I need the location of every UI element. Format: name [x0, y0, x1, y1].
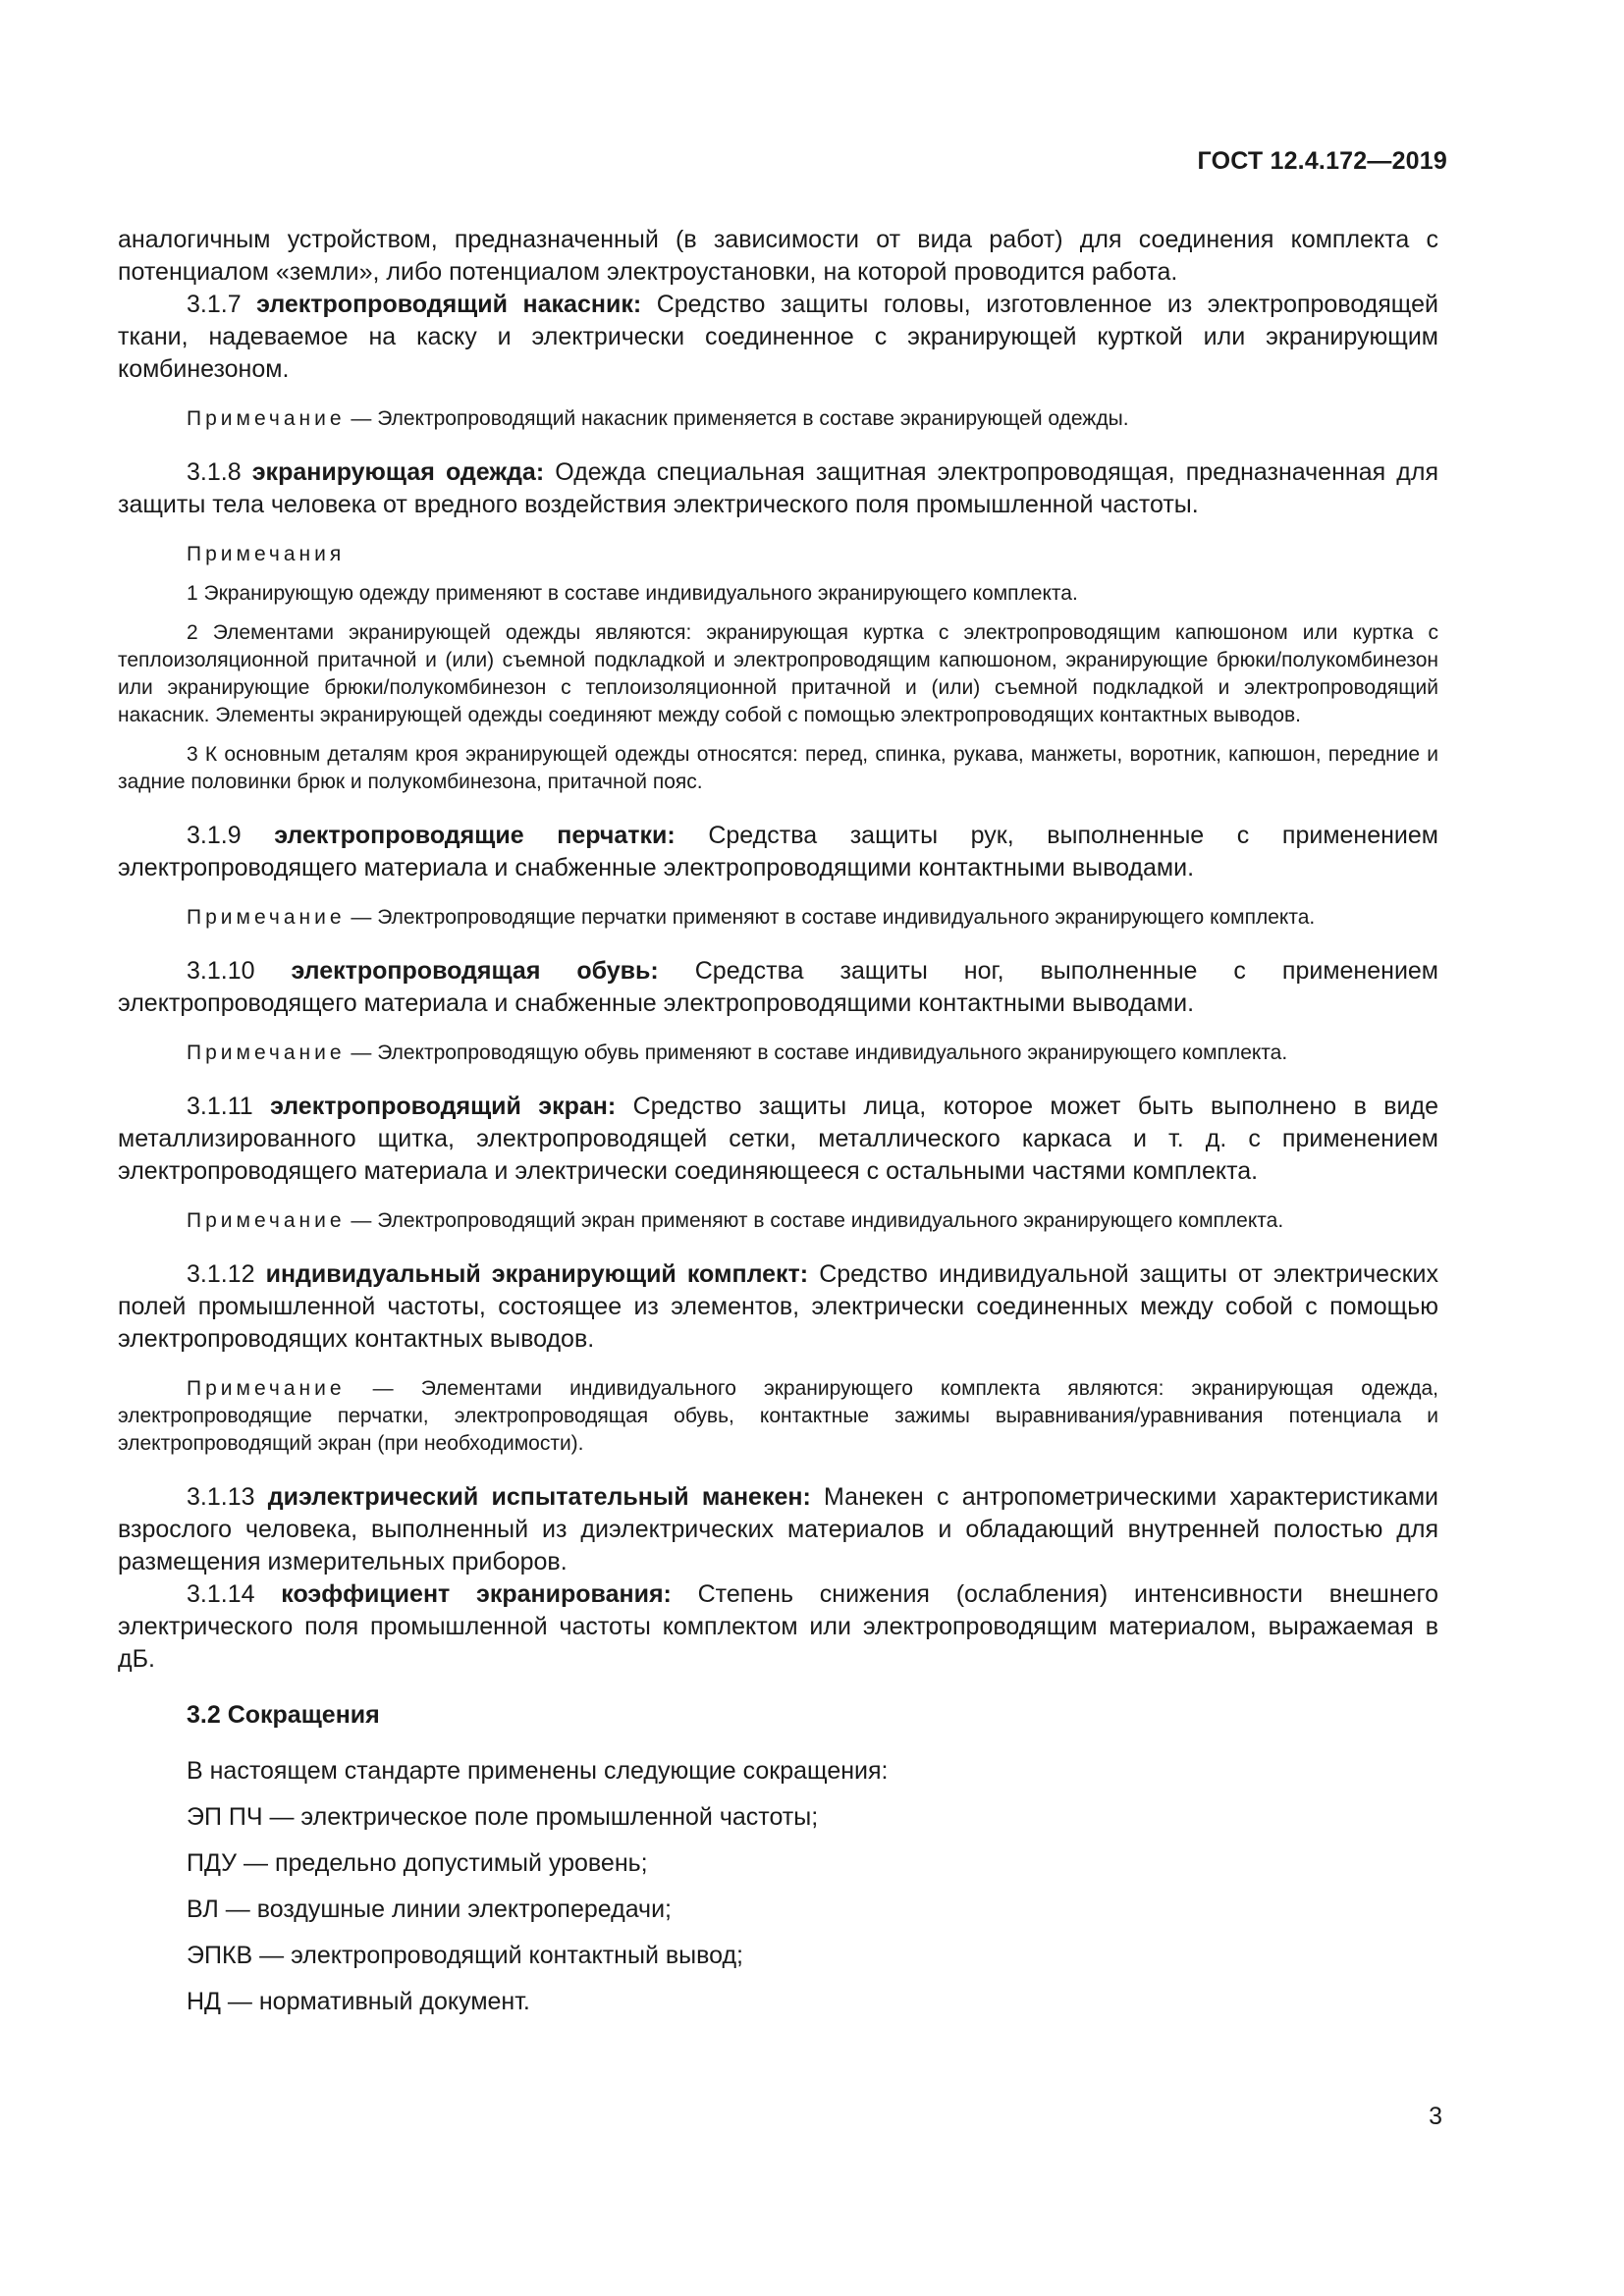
- item-number: 3.1.8: [187, 458, 252, 486]
- definition-3-1-11: [118, 1091, 1438, 1188]
- note-3-1-7: [118, 405, 1438, 433]
- page-content: [118, 224, 1438, 2032]
- definition-3-1-7: [118, 289, 1438, 386]
- note-label: Примечание: [187, 906, 346, 929]
- item-number: 3.1.13: [187, 1483, 268, 1511]
- note-3: 3 К основным деталям кроя экранирующей одежды относятся: перед, спинка, рукава, манжеты, воротник, капюшон, передние и задние половинки брюк и полукомбинезона, притачной пояс.: [118, 743, 1438, 793]
- abbreviation-item: ЭПКВ — электропроводящий контактный вывод;: [187, 1942, 744, 1969]
- notes-label: Примечания: [187, 543, 346, 565]
- item-number: 3.1.12: [187, 1260, 266, 1288]
- term: экранирующая одежда:: [251, 458, 545, 486]
- item-number: 3.1.10: [187, 957, 292, 985]
- note-label: Примечание: [187, 1377, 346, 1400]
- term: электропроводящий экран:: [270, 1093, 617, 1120]
- note-3-1-12: [118, 1375, 1438, 1458]
- term: индивидуальный экранирующий комплект:: [265, 1260, 809, 1288]
- term: диэлектрический испытательный манекен:: [267, 1483, 811, 1511]
- item-number: 3.1.7: [187, 291, 257, 318]
- note-label: Примечание: [187, 1041, 346, 1064]
- abbreviation-item: ВЛ — воздушные линии электропередачи;: [187, 1896, 672, 1923]
- definition-text: Средства защиты ног, выполненные с применением электропроводящего материала и снабженные электропроводящими контактными выводами.: [118, 957, 1438, 1017]
- note-text: — Электропроводящую обувь применяют в составе индивидуального экранирующего комплекта.: [345, 1041, 1288, 1064]
- note-1: 1 Экранирующую одежду применяют в составе индивидуального экранирующего комплекта.: [187, 582, 1078, 605]
- abbreviation-item: НД — нормативный документ.: [187, 1988, 530, 2015]
- note-3-1-9: [118, 904, 1438, 932]
- abbreviations-intro: В настоящем стандарте применены следующие сокращения:: [187, 1757, 889, 1785]
- note-text: — Электропроводящий экран применяют в составе индивидуального экранирующего комплекта.: [345, 1209, 1284, 1232]
- note-3-1-10: [118, 1040, 1438, 1067]
- continued-paragraph: аналогичным устройством, предназначенный (в зависимости от вида работ) для соединения комплекта с потенциалом «земли», либо потенциалом электроустановки, на которой проводится работа.: [118, 226, 1438, 286]
- definition-text: Степень снижения (ослабления) интенсивности внешнего электрического поля промышленной частоты комплектом или электропроводящим материалом, выражаемая в дБ.: [118, 1580, 1438, 1673]
- term: электропроводящие перчатки:: [274, 822, 676, 849]
- definition-text: Средства защиты рук, выполненные с применением электропроводящего материала и снабженные электропроводящими контактными выводами.: [118, 822, 1438, 881]
- term: коэффициент экранирования:: [281, 1580, 672, 1608]
- note-text: — Электропроводящий накасник применяется в составе экранирующей одежды.: [345, 407, 1129, 430]
- note-text: — Элементами индивидуального экранирующего комплекта являются: экранирующая одежда, электропроводящие перчатки, электропроводящая обувь, контактные зажимы выравнивания/уравнивания потенциала и электропроводящий экран (при необходимости).: [118, 1377, 1438, 1455]
- note-text: — Электропроводящие перчатки применяют в составе индивидуального экранирующего комплекта.: [345, 906, 1316, 929]
- section-title-3-2: 3.2 Сокращения: [187, 1701, 380, 1729]
- definition-3-1-14: [118, 1578, 1438, 1676]
- abbreviation-item: ЭП ПЧ — электрическое поле промышленной частоты;: [187, 1803, 819, 1831]
- term: электропроводящий накасник:: [256, 291, 642, 318]
- item-number: 3.1.11: [187, 1093, 271, 1120]
- definition-text: Средство защиты лица, которое может быть выполнено в виде металлизированного щитка, электропроводящей сетки, металлического каркаса и т. д. с применением электропроводящего материала и электрически соединяющееся с остальными частями комплекта.: [118, 1093, 1438, 1185]
- page-number: 3: [1429, 2103, 1442, 2130]
- note-2: 2 Элементами экранирующей одежды являются: экранирующая куртка с электропроводящим капюшоном или куртка с теплоизоляционной притачной и (или) съемной подкладкой и электропроводящим капюшоном, экранирующие брюки/полукомбинезон или экранирующие брюки/полукомбинезон с теплоизоляционной притачной и (или) съемной подкладкой и электропроводящий накасник. Элементы экранирующей одежды соединяют между собой с помощью электропроводящих контактных выводов.: [118, 621, 1438, 726]
- definition-3-1-9: [118, 820, 1438, 884]
- definition-text: Средство защиты головы, изготовленное из электропроводящей ткани, надеваемое на каску и электрически соединенное с экранирующей курткой или экранирующим комбинезоном.: [118, 291, 1438, 383]
- note-3-1-11: [118, 1207, 1438, 1235]
- notes-3-1-8: [118, 541, 1438, 796]
- standard-code: ГОСТ 12.4.172—2019: [1197, 147, 1447, 175]
- definition-3-1-12: [118, 1258, 1438, 1356]
- term: электропроводящая обувь:: [291, 957, 659, 985]
- note-label: Примечание: [187, 1209, 346, 1232]
- definition-text: Средство индивидуальной защиты от электрических полей промышленной частоты, состоящее из элементов, электрически соединенных между собой с помощью электропроводящих контактных выводов.: [118, 1260, 1438, 1353]
- definition-text: Манекен с антропометрическими характеристиками взрослого человека, выполненный из диэлектрических материалов и обладающий внутренней полостью для размещения измерительных приборов.: [118, 1483, 1438, 1575]
- item-number: 3.1.14: [187, 1580, 282, 1608]
- definition-text: Одежда специальная защитная электропроводящая, предназначенная для защиты тела человека от вредного воздействия электрического поля промышленной частоты.: [118, 458, 1438, 518]
- definition-3-1-8: [118, 456, 1438, 521]
- abbreviation-item: ПДУ — предельно допустимый уровень;: [187, 1849, 648, 1877]
- definition-3-1-10: [118, 955, 1438, 1020]
- item-number: 3.1.9: [187, 822, 275, 849]
- definition-3-1-13: [118, 1481, 1438, 1578]
- abbreviations-list: [118, 1755, 1438, 2018]
- note-label: Примечание: [187, 407, 346, 430]
